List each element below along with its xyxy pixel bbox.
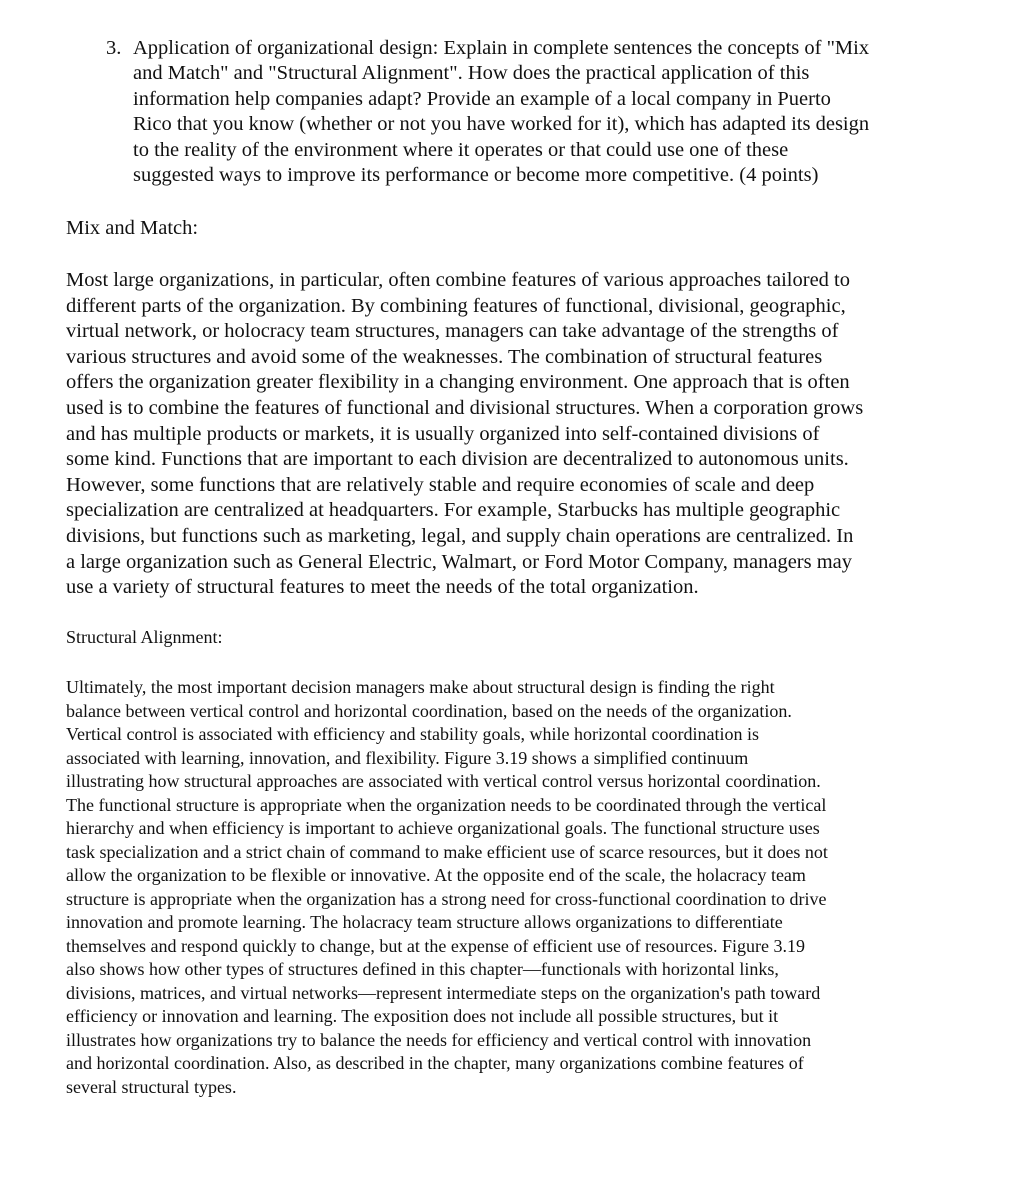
text-line: illustrating how structural approaches are associated with vertical control versus horizontal coordination. [66,771,821,791]
text-line: Vertical control is associated with efficiency and stability goals, while horizontal coordination is [66,724,759,744]
question-number: 3. [106,37,122,59]
text-line: and Match" and "Structural Alignment". How does the practical application of this [133,62,810,85]
text-line: allow the organization to be flexible or innovative. At the opposite end of the scale, the holacracy team [66,865,806,885]
text-line: also shows how other types of structures defined in this chapter—functionals with horizontal links, [66,959,779,979]
text-line: use a variety of structural features to meet the needs of the total organization. [66,576,699,599]
question-text [133,36,869,188]
text-line: structure is appropriate when the organization has a strong need for cross-functional coordination to drive [66,888,827,909]
text-line: Application of organizational design: Explain in complete sentences the concepts of "Mix [133,37,870,59]
text-line: hierarchy and when efficiency is important to achieve organizational goals. The functional structure uses [66,818,820,838]
text-line: offers the organization greater flexibility in a changing environment. One approach that is often [66,371,850,394]
text-line: Rico that you know (whether or not you have worked for it), which has adapted its design [133,113,870,136]
text-line: several structural types. [66,1076,237,1097]
text-line: divisions, but functions such as marketing, legal, and supply chain operations are centralized. In [66,524,854,547]
text-line: Ultimately, the most important decision managers make about structural design is finding the right [66,677,775,697]
text-line: various structures and avoid some of the weaknesses. The combination of structural features [66,345,823,368]
text-line: balance between vertical control and horizontal coordination, based on the needs of the organization. [66,700,792,721]
text-line: divisions, matrices, and virtual networks—represent intermediate steps on the organization's path toward [66,982,821,1003]
mix-and-match-heading: Mix and Match: [66,217,199,239]
text-line: different parts of the organization. By combining features of functional, divisional, geographic, [66,294,846,317]
text-line: and has multiple products or markets, it is usually organized into self-contained divisions of [66,422,820,445]
text-line: themselves and respond quickly to change, but at the expense of efficient use of resources. Figure 3.19 [66,935,805,956]
text-line: Most large organizations, in particular, often combine features of various approaches tailored to [66,269,850,291]
text-line: innovation and promote learning. The holacracy team structure allows organizations to differentiate [66,912,783,932]
text-line: used is to combine the features of functional and divisional structures. When a corporation grows [66,396,864,419]
text-line: suggested ways to improve its performance or become more competitive. (4 points) [133,164,819,187]
text-line: some kind. Functions that are important to each division are decentralized to autonomous units. [66,448,849,471]
text-line: specialization are centralized at headquarters. For example, Starbucks has multiple geographic [66,499,841,522]
question-3 [106,36,869,188]
text-line: a large organization such as General Electric, Walmart, or Ford Motor Company, managers may [66,550,853,573]
structural-alignment-paragraph [66,676,828,1099]
text-line: However, some functions that are relatively stable and require economies of scale and deep [66,473,815,496]
text-line: virtual network, or holocracy team structures, managers can take advantage of the strengths of [66,320,839,343]
text-line: task specialization and a strict chain of command to make efficient use of scarce resources, but it does not [66,841,828,862]
text-line: illustrates how organizations try to balance the needs for efficiency and vertical control with innovation [66,1029,812,1050]
structural-alignment-heading: Structural Alignment: [66,627,223,647]
text-line: information help companies adapt? Provide an example of a local company in Puerto [133,87,831,110]
text-line: associated with learning, innovation, and flexibility. Figure 3.19 shows a simplified continuum [66,747,749,768]
mix-and-match-paragraph [66,268,863,601]
text-line: efficiency or innovation and learning. The exposition does not include all possible structures, but it [66,1006,779,1026]
text-line: The functional structure is appropriate when the organization needs to be coordinated through the vertical [66,794,827,815]
text-line: and horizontal coordination. Also, as described in the chapter, many organizations combine features of [66,1053,804,1073]
text-line: to the reality of the environment where it operates or that could use one of these [133,138,789,161]
